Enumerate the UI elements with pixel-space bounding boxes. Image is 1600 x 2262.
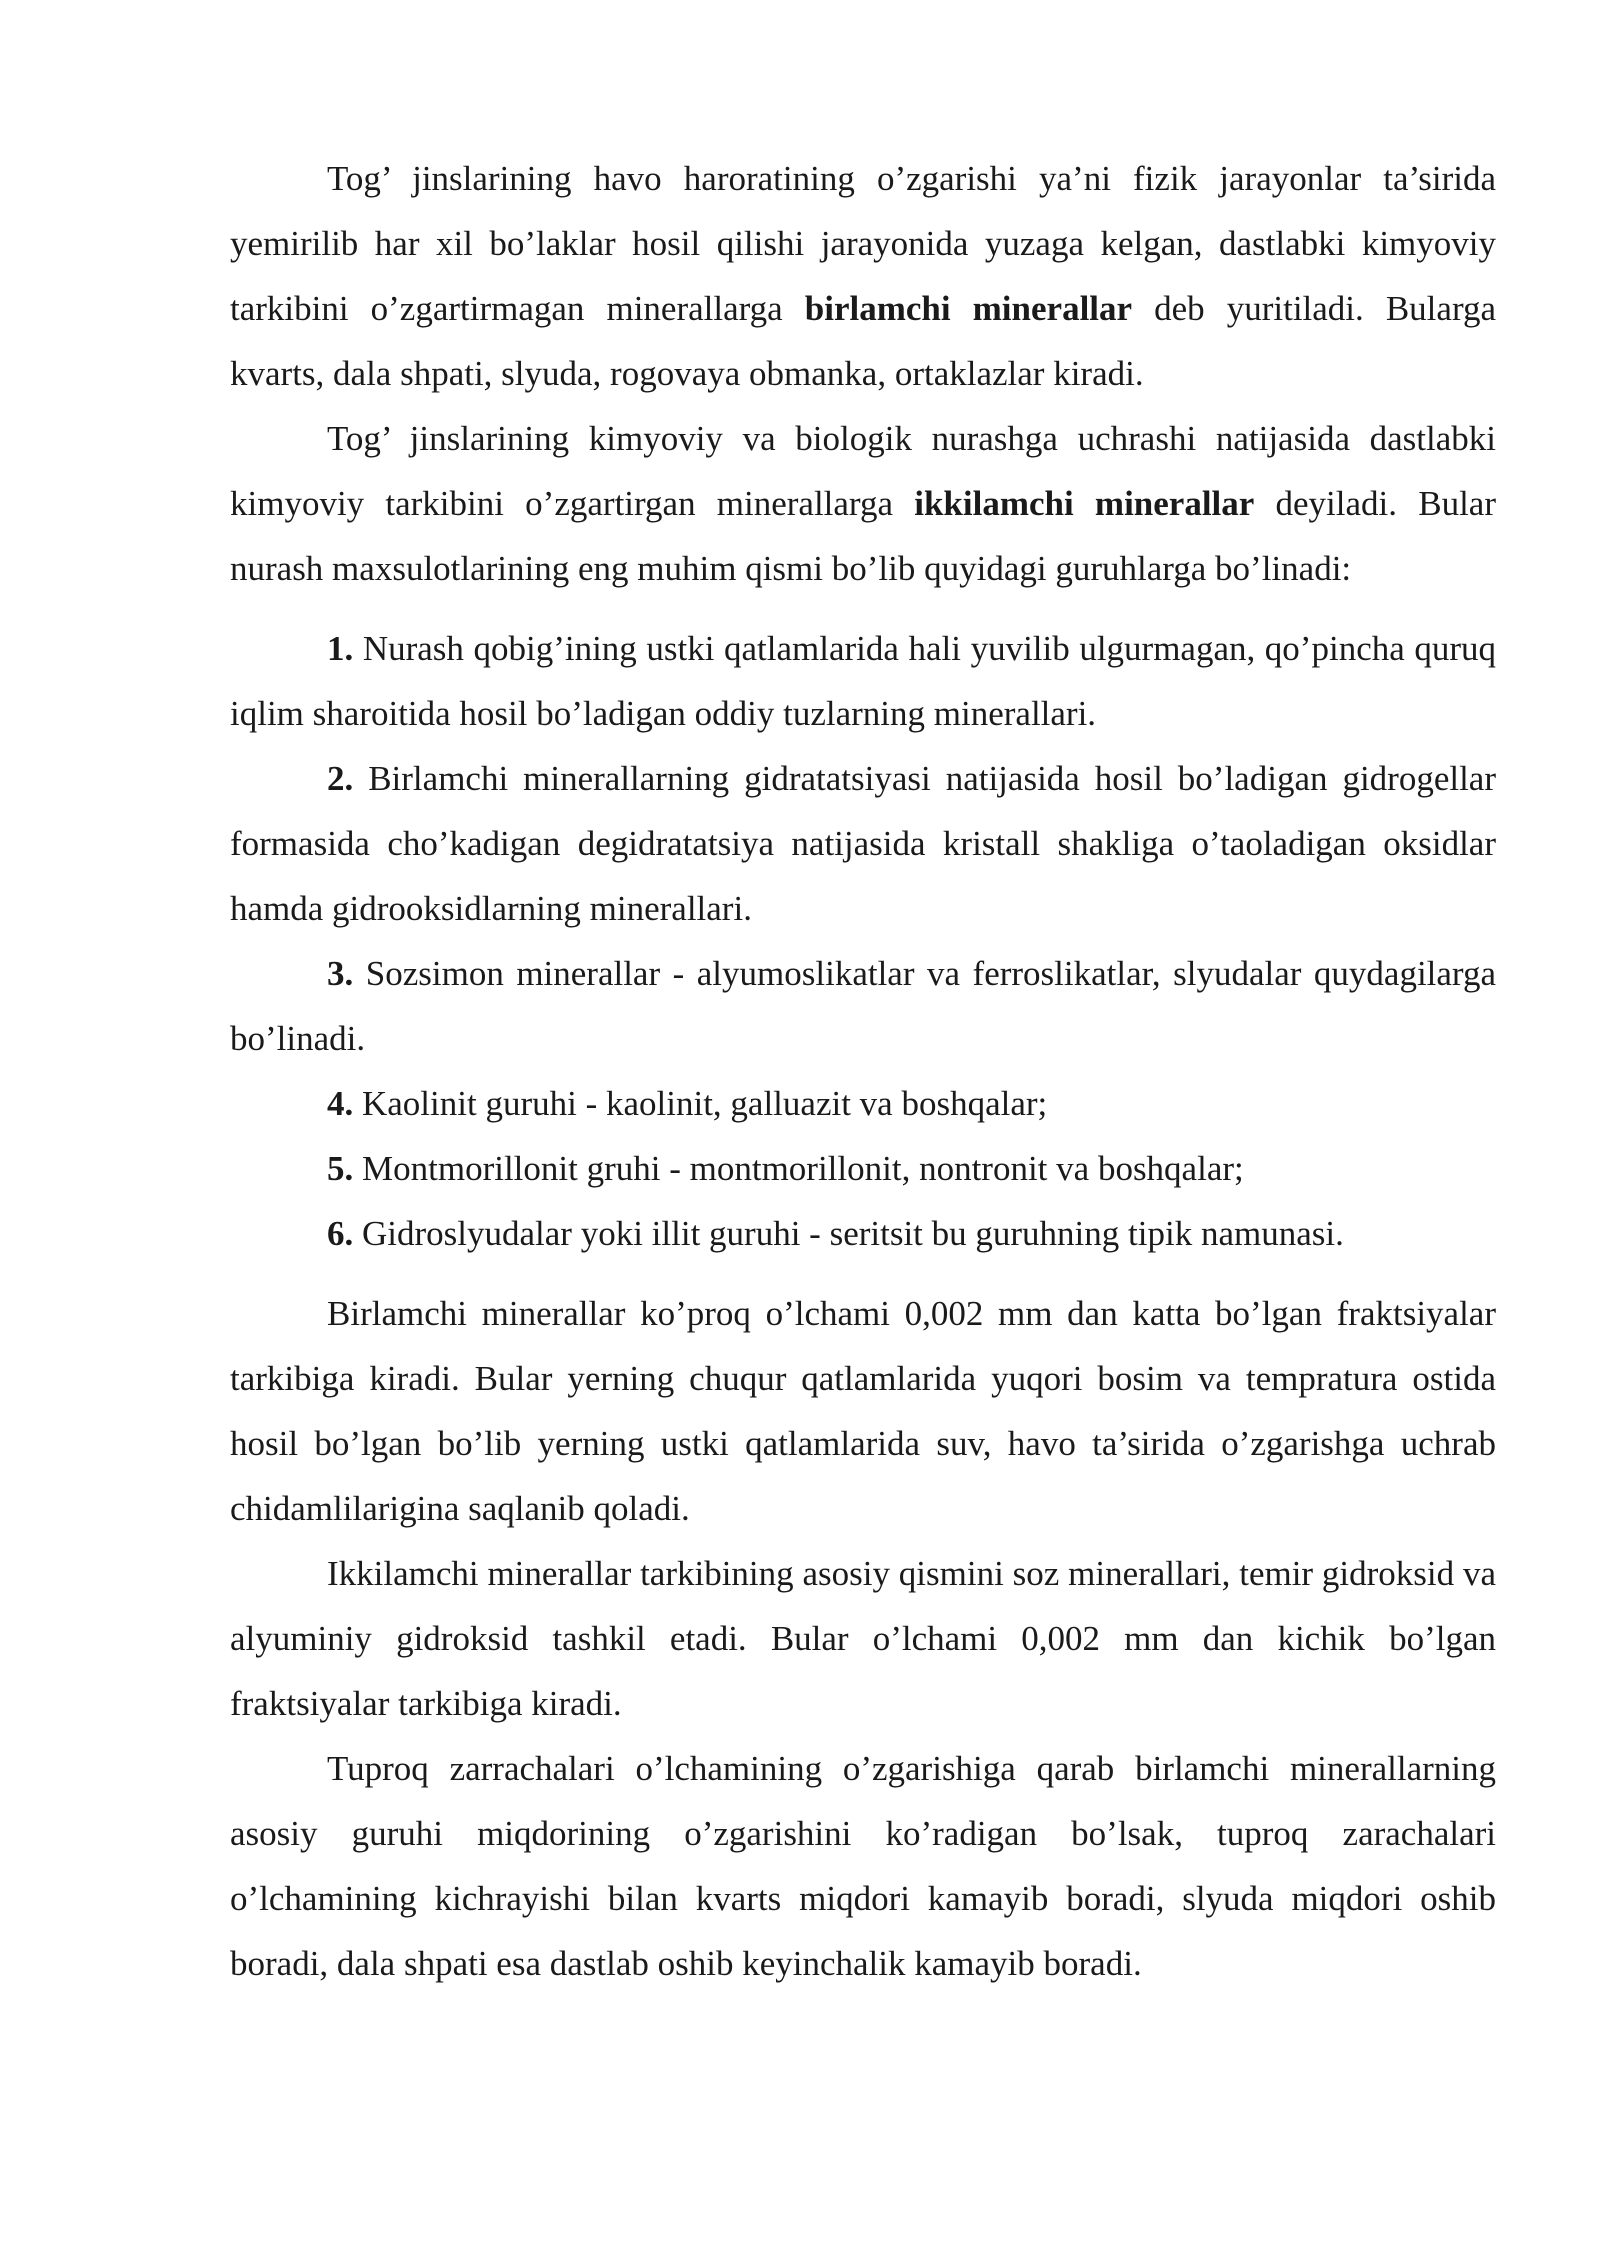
list-item-text: Montmorillonit gruhi - montmorillonit, nontronit va boshqalar; <box>353 1149 1244 1188</box>
list-number: 2. <box>327 759 354 798</box>
paragraph-particle-size: Tuproq zarrachalari o’lchamining o’zgarishiga qarab birlamchi minerallarning asosiy guruhi miqdorining o’zgarishini ko’radigan bo’lsak, tuproq zarachalari o’lchamining kichrayishi bilan kvarts miqdori kamayib boradi, slyuda miqdori oshib boradi, dala shpati esa dastlab oshib keyinchalik kamayib boradi. <box>230 1749 1496 1983</box>
list-number: 6. <box>327 1214 354 1253</box>
list-item-2 <box>230 746 1496 941</box>
list-item-4 <box>230 1071 1496 1136</box>
list-number: 5. <box>327 1149 354 1188</box>
term-primary-minerals: birlamchi minerallar <box>804 289 1133 328</box>
list-item-text: Sozsimon minerallar - alyumoslikatlar va ferroslikatlar, slyudalar quydagilarga bo’linadi. <box>230 954 1496 1058</box>
list-number: 4. <box>327 1084 354 1123</box>
paragraph-text: deyiladi. Bular nurash maxsulotlarining eng muhim qismi bo’lib quyidagi guruhlarga bo’linadi: <box>230 484 1496 588</box>
list-number: 3. <box>327 954 354 993</box>
list-item-text: Gidroslyudalar yoki illit guruhi - seritsit bu guruhning tipik namunasi. <box>353 1214 1344 1253</box>
paragraph-secondary-minerals <box>230 406 1496 601</box>
paragraph-primary-minerals <box>230 146 1496 406</box>
list-item-1 <box>230 616 1496 746</box>
paragraph-text: deb yuritiladi. Bularga kvarts, dala shpati, slyuda, rogovaya obmanka, ortaklazlar kiradi. <box>230 289 1496 393</box>
list-item-text: Birlamchi minerallarning gidratatsiyasi natijasida hosil bo’ladigan gidrogellar formasida cho’kadigan degidratatsiya natijasida kristall shakliga o’taoladigan oksidlar hamda gidrooksidlarning minerallari. <box>230 759 1496 928</box>
paragraph-primary-fractions: Birlamchi minerallar ko’proq o’lchami 0,002 mm dan katta bo’lgan fraktsiyalar tarkibiga kiradi. Bular yerning chuqur qatlamlarida yuqori bosim va tempratura ostida hosil bo’lgan bo’lib yerning ustki qatlamlarida suv, havo ta’sirida o’zgarishga uchrab chidamlilarigina saqlanib qoladi. <box>230 1294 1496 1528</box>
list-number: 1. <box>327 629 354 668</box>
paragraph-text: Tog’ jinslarining kimyoviy va biologik nurashga uchrashi natijasida dastlabki kimyoviy tarkibini o’zgartirgan minerallarga <box>230 419 1496 523</box>
list-item-3 <box>230 941 1496 1071</box>
list-item-text: Kaolinit guruhi - kaolinit, galluazit va boshqalar; <box>353 1084 1048 1123</box>
list-item-text: Nurash qobig’ining ustki qatlamlarida hali yuvilib ulgurmagan, qo’pincha quruq iqlim sharoitida hosil bo’ladigan oddiy tuzlarning minerallari. <box>230 629 1496 733</box>
paragraph-secondary-composition: Ikkilamchi minerallar tarkibining asosiy qismini soz minerallari, temir gidroksid va alyuminiy gidroksid tashkil etadi. Bular o’lchami 0,002 mm dan kichik bo’lgan fraktsiyalar tarkibiga kiradi. <box>230 1554 1496 1723</box>
paragraph-text: Tog’ jinslarining havo haroratining o’zgarishi ya’ni fizik jarayonlar ta’sirida yemirilib har xil bo’laklar hosil qilishi jarayonida yuzaga kelgan, dastlabki kimyoviy tarkibini o’zgartirmagan minerallarga <box>230 159 1496 328</box>
term-secondary-minerals: ikkilamchi minerallar <box>914 484 1255 523</box>
list-item-5 <box>230 1136 1496 1201</box>
document-body <box>230 146 1496 1996</box>
list-item-6 <box>230 1201 1496 1266</box>
